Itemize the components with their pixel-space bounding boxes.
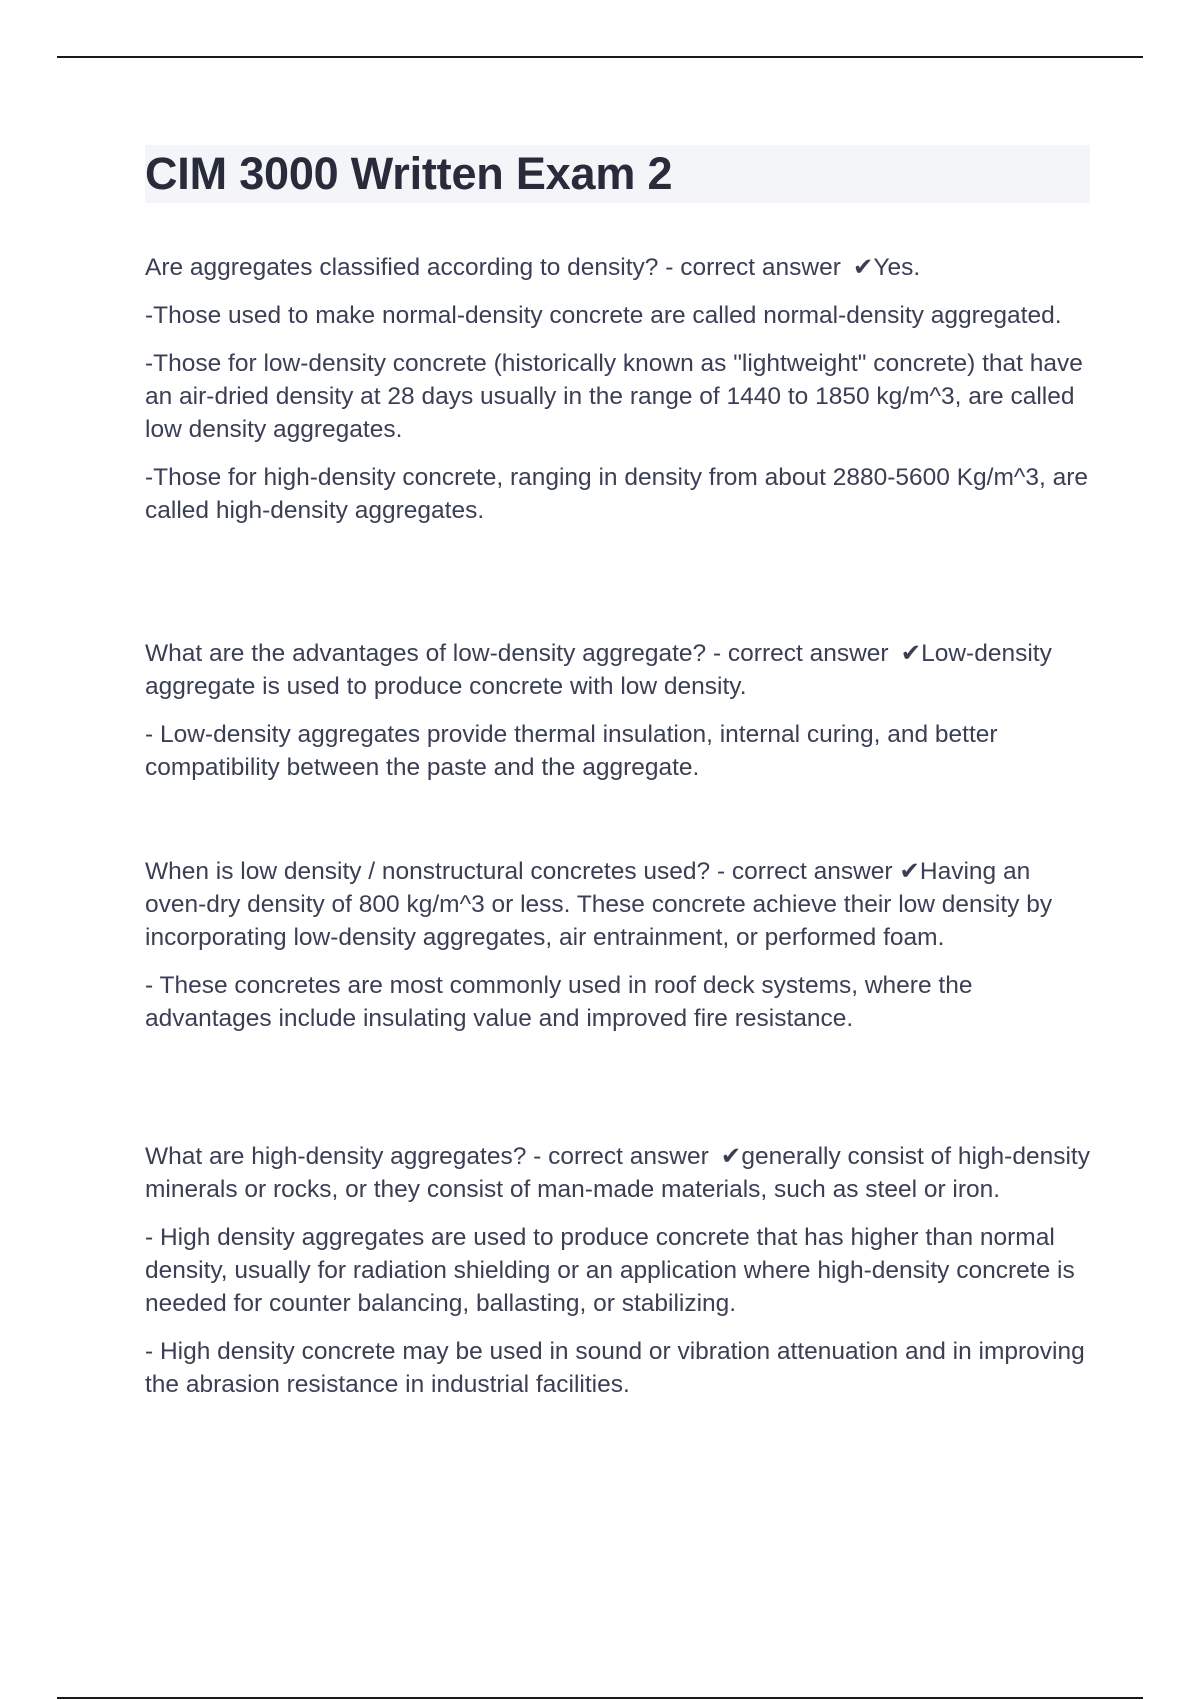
answer-lead-text: Low-density aggregate is used to produce concrete with low density. bbox=[145, 640, 1052, 700]
question-answer-line bbox=[145, 855, 1090, 954]
qa-block-low-density-advantages bbox=[145, 637, 1090, 799]
answer-paragraph: - High density aggregates are used to produce concrete that has higher than normal density, usually for radiation shielding or an application where high-density concrete is needed for counter balancing, ballasting, or stabilizing. bbox=[145, 1224, 1075, 1317]
answer-lead-text: Having an oven-dry density of 800 kg/m^3 or less. These concrete achieve their low density by incorporating low-density aggregates, air entrainment, or performed foam. bbox=[145, 858, 1053, 951]
question-answer-line bbox=[145, 637, 1090, 703]
question-text: What are the advantages of low-density aggregate? - correct answer bbox=[145, 640, 889, 667]
question-text: What are high-density aggregates? - correct answer bbox=[145, 1143, 709, 1170]
answer-paragraph: - High density concrete may be used in sound or vibration attenuation and in improving the abrasion resistance in industrial facilities. bbox=[145, 1338, 1085, 1398]
check-icon: ✔ bbox=[720, 1143, 742, 1170]
bottom-rule bbox=[57, 1697, 1143, 1699]
question-text: When is low density / nonstructural concretes used? - correct answer bbox=[145, 858, 893, 885]
qa-block-low-density-usage bbox=[145, 855, 1090, 1050]
question-text: Are aggregates classified according to density? - correct answer bbox=[145, 254, 841, 281]
question-answer-line bbox=[145, 1140, 1090, 1206]
answer-lead-text: Yes. bbox=[873, 254, 921, 281]
check-icon: ✔ bbox=[899, 858, 920, 885]
question-answer-line bbox=[145, 251, 1090, 284]
answer-paragraph: - These concretes are most commonly used in roof deck systems, where the advantages include insulating value and improved fire resistance. bbox=[145, 972, 973, 1032]
check-icon: ✔ bbox=[900, 640, 922, 667]
page-title: CIM 3000 Written Exam 2 bbox=[145, 148, 673, 199]
top-rule bbox=[57, 56, 1143, 58]
answer-paragraph: -Those for low-density concrete (historically known as "lightweight" concrete) that have an air-dried density at 28 days usually in the range of 1440 to 1850 kg/m^3, are called low density aggregates. bbox=[145, 350, 1083, 443]
answer-paragraph: - Low-density aggregates provide thermal insulation, internal curing, and better compatibility between the paste and the aggregate. bbox=[145, 721, 998, 781]
answer-paragraph: -Those for high-density concrete, ranging in density from about 2880-5600 Kg/m^3, are called high-density aggregates. bbox=[145, 464, 1089, 524]
qa-block-aggregate-classification bbox=[145, 251, 1090, 542]
answer-paragraph: -Those used to make normal-density concrete are called normal-density aggregated. bbox=[145, 302, 1062, 329]
check-icon: ✔ bbox=[852, 254, 874, 281]
qa-block-high-density-aggregates bbox=[145, 1140, 1090, 1416]
answer-lead-text: generally consist of high-density minerals or rocks, or they consist of man-made materials, such as steel or iron. bbox=[145, 1143, 1090, 1203]
